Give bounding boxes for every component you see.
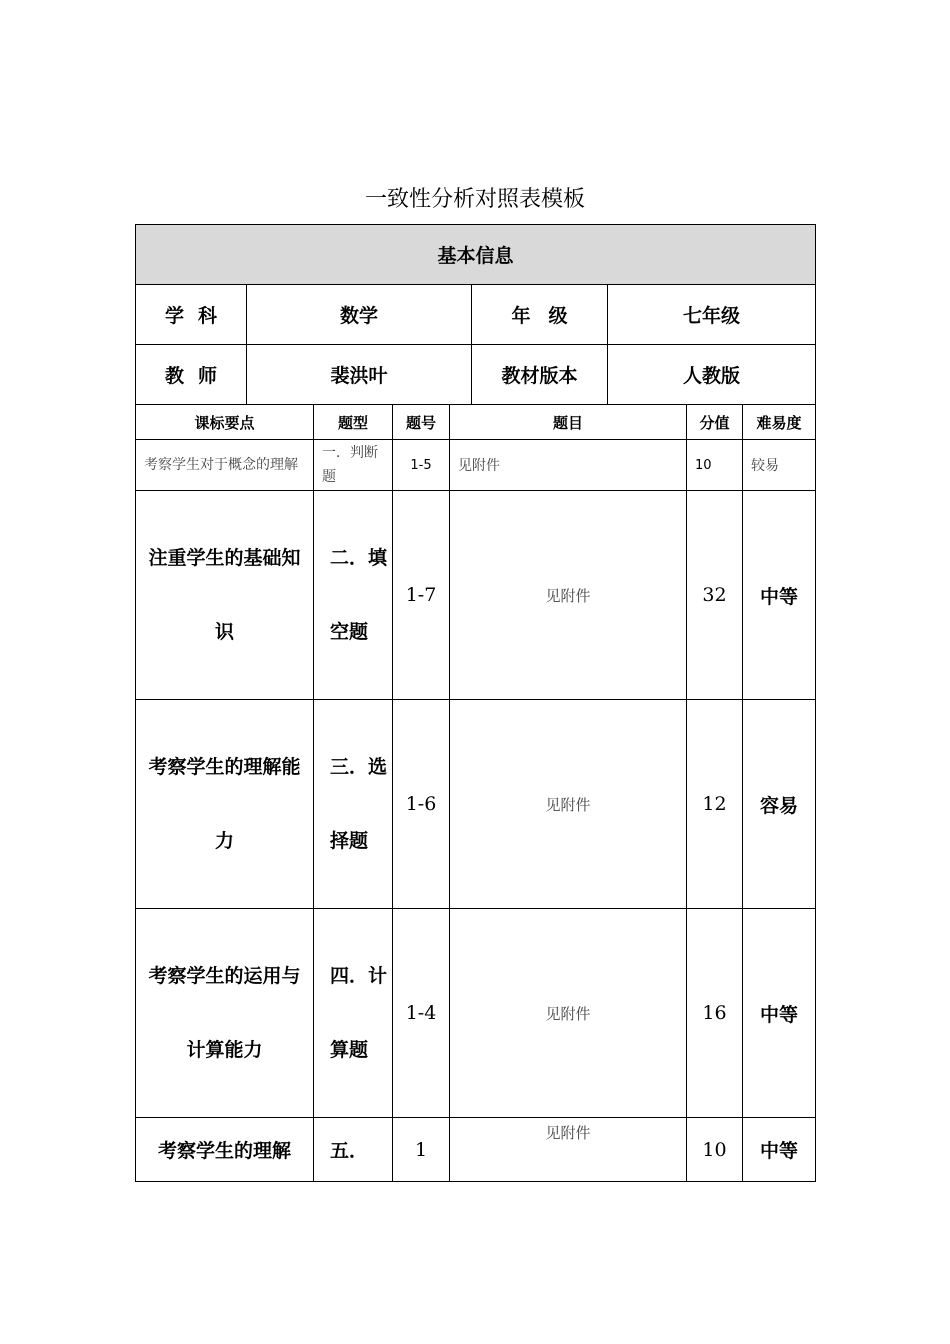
- edition-value: 人教版: [608, 345, 816, 405]
- basic-info-table: [135, 224, 816, 405]
- column-header: 题号: [393, 405, 450, 440]
- topic-cell: 考察学生的运用与计算能力: [136, 909, 314, 1118]
- column-header: 课标要点: [136, 405, 314, 440]
- qtype-cell: 二．填空题: [314, 491, 393, 700]
- consistency-table-frame: [135, 224, 815, 1182]
- table-row: [136, 491, 816, 700]
- topic-cell: 考察学生的理解能力: [136, 700, 314, 909]
- subject-label: 学科: [136, 285, 247, 345]
- analysis-table: [135, 404, 816, 1182]
- numbers-cell: 1: [393, 1118, 450, 1182]
- column-header: 题型: [314, 405, 393, 440]
- page-title: 一致性分析对照表模板: [364, 187, 585, 212]
- numbers-cell: 1-7: [393, 491, 450, 700]
- difficulty-cell: 容易: [743, 700, 816, 909]
- table-row: [136, 1118, 816, 1182]
- score-cell: 12: [687, 700, 743, 909]
- difficulty-cell: 较易: [743, 440, 816, 491]
- numbers-cell: 1-5: [393, 440, 450, 491]
- question-cell: 见附件: [450, 440, 687, 491]
- edition-label: 教材版本: [472, 345, 608, 405]
- question-cell: 见附件: [450, 491, 687, 700]
- question-cell: 见附件: [450, 909, 687, 1118]
- table-row: [136, 700, 816, 909]
- grade-value: 七年级: [608, 285, 816, 345]
- column-header-row: [136, 405, 816, 440]
- table-row: [136, 440, 816, 491]
- column-header: 难易度: [743, 405, 816, 440]
- score-cell: 32: [687, 491, 743, 700]
- difficulty-cell: 中等: [743, 491, 816, 700]
- score-cell: 16: [687, 909, 743, 1118]
- teacher-value: 裴洪叶: [247, 345, 472, 405]
- difficulty-cell: 中等: [743, 1118, 816, 1182]
- numbers-cell: 1-6: [393, 700, 450, 909]
- score-cell: 10: [687, 1118, 743, 1182]
- topic-cell: 考察学生的理解: [136, 1118, 314, 1182]
- qtype-cell: 四．计算题: [314, 909, 393, 1118]
- column-header: 题目: [450, 405, 687, 440]
- qtype-cell: 一．判断题: [314, 440, 393, 491]
- question-cell: 见附件: [450, 1118, 687, 1182]
- question-cell: 见附件: [450, 700, 687, 909]
- topic-cell: 考察学生对于概念的理解: [136, 440, 314, 491]
- topic-cell: 注重学生的基础知识: [136, 491, 314, 700]
- subject-value: 数学: [247, 285, 472, 345]
- numbers-cell: 1-4: [393, 909, 450, 1118]
- qtype-cell: 三．选择题: [314, 700, 393, 909]
- teacher-label: 教师: [136, 345, 247, 405]
- table-row: [136, 909, 816, 1118]
- basic-info-header: 基本信息: [136, 225, 816, 285]
- qtype-cell: 五．: [314, 1118, 393, 1182]
- difficulty-cell: 中等: [743, 909, 816, 1118]
- score-cell: 10: [687, 440, 743, 491]
- column-header: 分值: [687, 405, 743, 440]
- grade-label: 年级: [472, 285, 608, 345]
